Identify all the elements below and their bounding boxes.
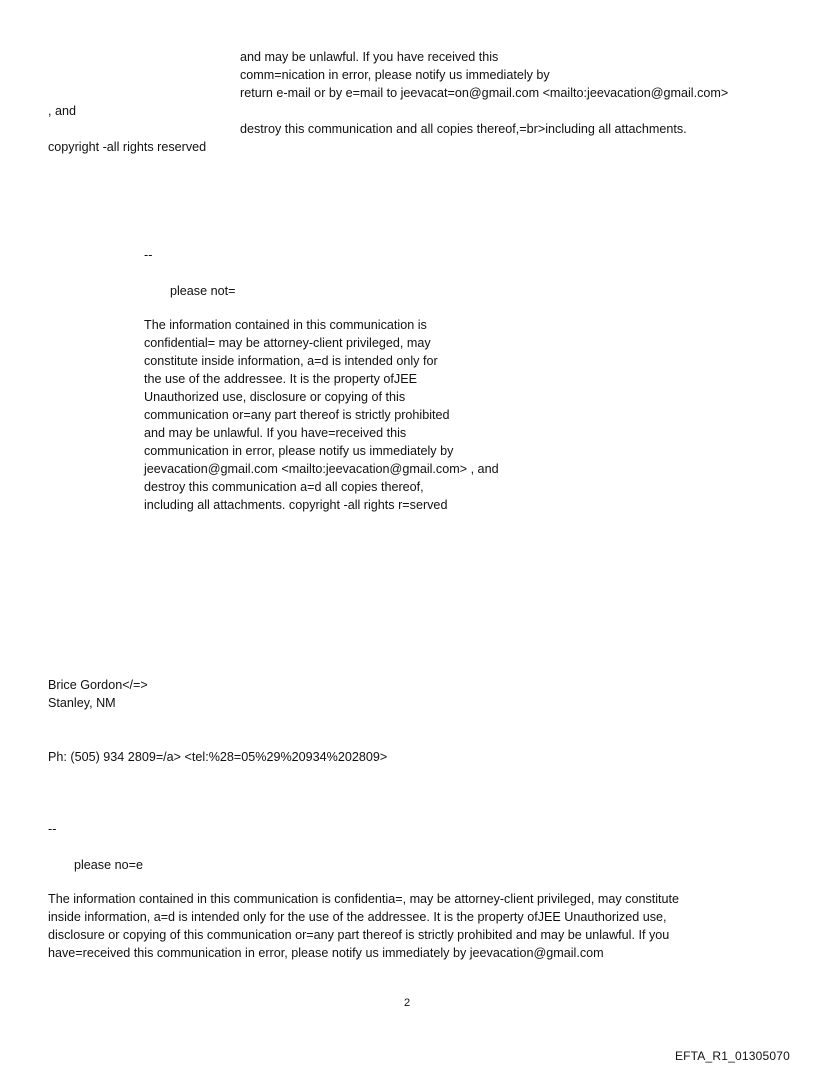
quoted-notice-line: the use of the addressee. It is the property ofJEE (144, 372, 418, 386)
quoted-notice (144, 316, 499, 514)
quoted-notice-line: including all attachments. copyright -all rights r=served (144, 498, 448, 512)
footer-heading: please no=e (74, 858, 143, 872)
quoted-notice-line: The information contained in this communication is (144, 318, 427, 332)
quoted-notice-line: and may be unlawful. If you have=received this (144, 426, 407, 440)
signature-name: Brice Gordon</=> (48, 678, 148, 692)
disclaimer-tail-line: destroy this communication and all copies thereof,=br>including all attachments. (240, 122, 687, 136)
quoted-notice-line: jeevacation@gmail.com <mailto:jeevacation@gmail.com> , and (144, 462, 499, 476)
document-id: EFTA_R1_01305070 (674, 1049, 790, 1063)
page-number: 2 (404, 997, 411, 1009)
quoted-notice-line: destroy this communication a=d all copies thereof, (144, 480, 424, 494)
quoted-notice-line: confidential= may be attorney-client privileged, may (144, 336, 431, 350)
quoted-separator: -- (144, 248, 153, 262)
disclaimer-tail-line: , and (48, 104, 77, 118)
signature-phone: Ph: (505) 934 2809=/a> <tel:%28=05%29%20934%202809> (48, 750, 388, 764)
footer-notice (48, 890, 679, 962)
footer-separator: -- (48, 822, 57, 836)
signature-location: Stanley, NM (48, 696, 116, 710)
quoted-heading: please not= (170, 284, 236, 298)
quoted-notice-line: Unauthorized use, disclosure or copying of this (144, 390, 406, 404)
quoted-notice-line: constitute inside information, a=d is intended only for (144, 354, 438, 368)
footer-notice-line: disclosure or copying of this communication or=any part thereof is strictly prohibited and may be unlawful. If you (48, 928, 670, 942)
footer-notice-line: The information contained in this communication is confidentia=, may be attorney-client privileged, may constitute (48, 892, 680, 906)
quoted-notice-line: communication or=any part thereof is strictly prohibited (144, 408, 450, 422)
disclaimer-tail-line: return e-mail or by e=mail to jeevacat=on@gmail.com <mailto:jeevacation@gmail.com> (240, 86, 729, 100)
disclaimer-tail-line: comm=nication in error, please notify us immediately by (240, 68, 550, 82)
footer-notice-line: inside information, a=d is intended only for the use of the addressee. It is the property ofJEE Unauthorized use, (48, 910, 667, 924)
footer-notice-line: have=received this communication in error, please notify us immediately by jeevacation@gmail.com (48, 946, 604, 960)
disclaimer-tail-line: copyright -all rights reserved (48, 140, 207, 154)
quoted-notice-line: communication in error, please notify us immediately by (144, 444, 454, 458)
disclaimer-tail-line: and may be unlawful. If you have received this (240, 50, 499, 64)
